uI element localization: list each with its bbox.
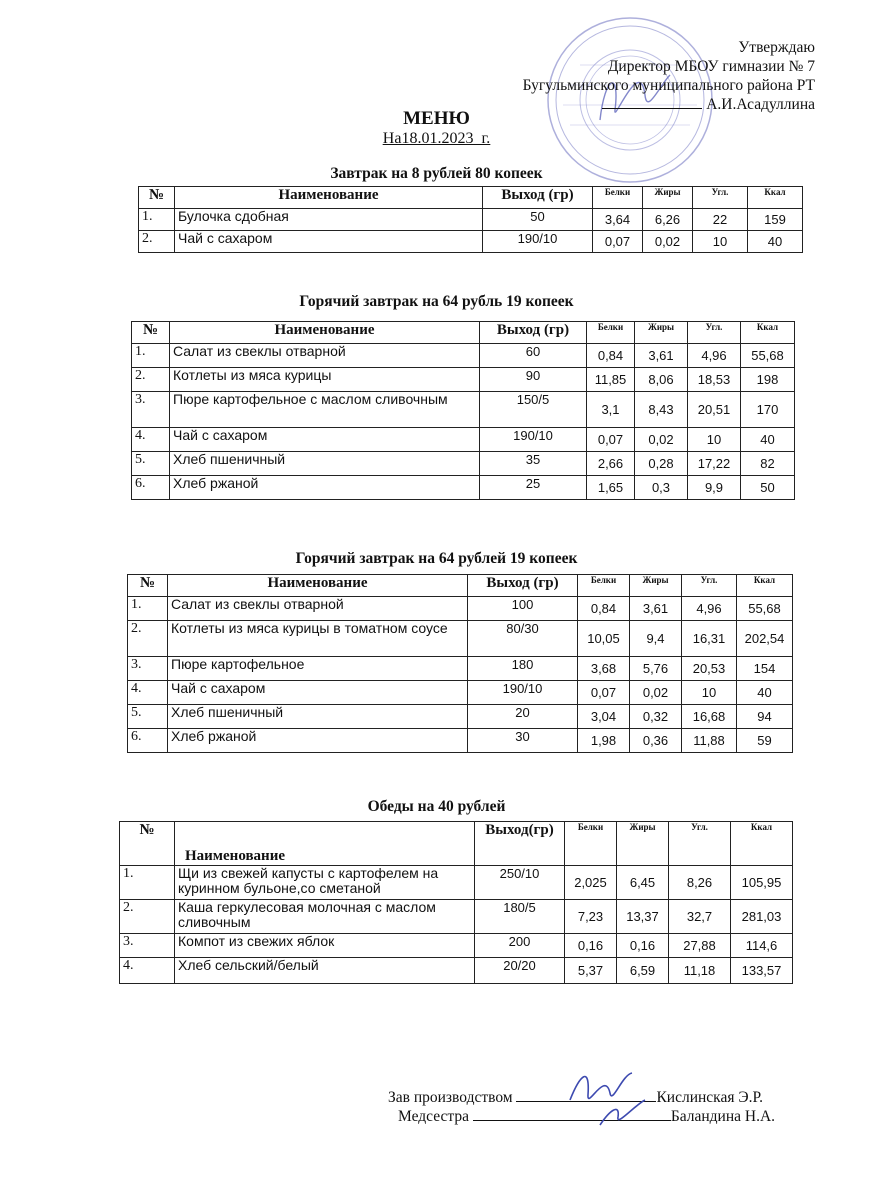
row-number: 3.	[120, 934, 175, 958]
fat-value: 0,02	[630, 681, 682, 705]
protein-value: 10,05	[578, 621, 630, 657]
portion-output: 180	[468, 657, 578, 681]
dish-name: Чай с сахаром	[170, 428, 480, 452]
row-number: 3.	[132, 392, 170, 428]
protein-value: 7,23	[565, 900, 617, 934]
kcal-value: 50	[741, 476, 795, 500]
fat-value: 3,61	[630, 597, 682, 621]
carbs-value: 8,26	[669, 866, 731, 900]
director-name: А.И.Асадуллина	[706, 96, 815, 113]
fat-value: 5,76	[630, 657, 682, 681]
col-kcal-header: Ккал	[748, 187, 803, 209]
fat-value: 8,06	[635, 368, 688, 392]
protein-value: 0,16	[565, 934, 617, 958]
menu-table	[127, 574, 793, 753]
table-row	[120, 866, 793, 900]
dish-name: Щи из свежей капусты с картофелем на куринном бульоне,со сметаной	[175, 866, 475, 900]
kcal-value: 159	[748, 209, 803, 231]
protein-value: 0,07	[578, 681, 630, 705]
table-row	[120, 934, 793, 958]
protein-value: 0,84	[587, 344, 635, 368]
protein-value: 2,025	[565, 866, 617, 900]
table-row	[132, 392, 795, 428]
role-nurse: Медсестра	[398, 1108, 469, 1125]
kcal-value: 114,6	[731, 934, 793, 958]
row-number: 2.	[120, 900, 175, 934]
row-number: 5.	[128, 705, 168, 729]
fat-value: 6,26	[643, 209, 693, 231]
col-name-header: Наименование	[168, 575, 468, 597]
dish-name: Салат из свеклы отварной	[170, 344, 480, 368]
col-number-header: №	[139, 187, 175, 209]
col-kcal-header: Ккал	[741, 322, 795, 344]
director-title: Директор МБОУ гимназии № 7	[607, 58, 815, 75]
kcal-value: 40	[741, 428, 795, 452]
kcal-value: 82	[741, 452, 795, 476]
row-number: 1.	[128, 597, 168, 621]
col-number-header: №	[120, 822, 175, 866]
menu-date: На18.01.2023_г.	[382, 130, 491, 147]
col-carbs-header: Угл.	[688, 322, 741, 344]
row-number: 1.	[132, 344, 170, 368]
protein-value: 3,1	[587, 392, 635, 428]
portion-output: 90	[480, 368, 587, 392]
fat-value: 0,02	[635, 428, 688, 452]
col-fat-header: Жиры	[617, 822, 669, 866]
row-number: 2.	[139, 231, 175, 253]
table-header-row	[120, 822, 793, 866]
col-carbs-header: Угл.	[669, 822, 731, 866]
role-production: Зав производством	[388, 1089, 513, 1106]
fat-value: 0,02	[643, 231, 693, 253]
fat-value: 0,28	[635, 452, 688, 476]
dish-name: Булочка сдобная	[175, 209, 483, 231]
dish-name: Хлеб ржаной	[170, 476, 480, 500]
kcal-value: 154	[737, 657, 793, 681]
portion-output: 200	[475, 934, 565, 958]
col-fat-header: Жиры	[630, 575, 682, 597]
table-row	[128, 597, 793, 621]
carbs-value: 11,88	[682, 729, 737, 753]
protein-value: 1,65	[587, 476, 635, 500]
portion-output: 190/10	[468, 681, 578, 705]
menu-table	[138, 186, 803, 253]
kcal-value: 281,03	[731, 900, 793, 934]
portion-output: 100	[468, 597, 578, 621]
dish-name: Котлеты из мяса курицы	[170, 368, 480, 392]
col-fat-header: Жиры	[635, 322, 688, 344]
dish-name: Чай с сахаром	[175, 231, 483, 253]
table-row	[128, 729, 793, 753]
protein-value: 1,98	[578, 729, 630, 753]
carbs-value: 4,96	[682, 597, 737, 621]
carbs-value: 4,96	[688, 344, 741, 368]
carbs-value: 10	[688, 428, 741, 452]
section-title: Горячий завтрак на 64 рублей 19 копеек	[295, 550, 578, 567]
table-row	[132, 368, 795, 392]
kcal-value: 133,57	[731, 958, 793, 984]
portion-output: 190/10	[480, 428, 587, 452]
portion-output: 250/10	[475, 866, 565, 900]
fat-value: 0,16	[617, 934, 669, 958]
row-number: 1.	[139, 209, 175, 231]
row-number: 6.	[132, 476, 170, 500]
col-output-header: Выход (гр)	[468, 575, 578, 597]
carbs-value: 20,51	[688, 392, 741, 428]
approve-label: Утверждаю	[738, 39, 815, 56]
dish-name: Каша геркулесовая молочная с маслом сливочным	[175, 900, 475, 934]
dish-name: Компот из свежих яблок	[175, 934, 475, 958]
dish-name: Чай с сахаром	[168, 681, 468, 705]
carbs-value: 18,53	[688, 368, 741, 392]
col-protein-header: Белки	[587, 322, 635, 344]
carbs-value: 16,31	[682, 621, 737, 657]
carbs-value: 10	[682, 681, 737, 705]
col-carbs-header: Угл.	[682, 575, 737, 597]
fat-value: 0,32	[630, 705, 682, 729]
table-row	[139, 209, 803, 231]
carbs-value: 10	[693, 231, 748, 253]
table-row	[132, 344, 795, 368]
row-number: 5.	[132, 452, 170, 476]
page-title: МЕНЮ	[403, 108, 470, 129]
col-name-header: Наименование	[175, 187, 483, 209]
kcal-value: 40	[748, 231, 803, 253]
fat-value: 0,36	[630, 729, 682, 753]
portion-output: 190/10	[483, 231, 593, 253]
col-fat-header: Жиры	[643, 187, 693, 209]
district-name: Бугульминского муниципального района РТ	[522, 77, 815, 94]
kcal-value: 198	[741, 368, 795, 392]
protein-value: 0,07	[593, 231, 643, 253]
portion-output: 20	[468, 705, 578, 729]
kcal-value: 105,95	[731, 866, 793, 900]
row-number: 3.	[128, 657, 168, 681]
dish-name: Котлеты из мяса курицы в томатном соусе	[168, 621, 468, 657]
dish-name: Хлеб ржаной	[168, 729, 468, 753]
carbs-value: 22	[693, 209, 748, 231]
menu-table	[131, 321, 795, 500]
protein-value: 0,07	[587, 428, 635, 452]
nurse-name: Баландина Н.А.	[670, 1108, 776, 1125]
dish-name: Хлеб пшеничный	[168, 705, 468, 729]
row-number: 2.	[132, 368, 170, 392]
signature-image	[560, 1055, 670, 1130]
col-kcal-header: Ккал	[737, 575, 793, 597]
table-row	[120, 900, 793, 934]
table-row	[128, 681, 793, 705]
col-kcal-header: Ккал	[731, 822, 793, 866]
col-output-header: Выход(гр)	[475, 822, 565, 866]
col-output-header: Выход (гр)	[480, 322, 587, 344]
fat-value: 3,61	[635, 344, 688, 368]
row-number: 4.	[120, 958, 175, 984]
col-carbs-header: Угл.	[693, 187, 748, 209]
portion-output: 25	[480, 476, 587, 500]
carbs-value: 17,22	[688, 452, 741, 476]
carbs-value: 20,53	[682, 657, 737, 681]
kcal-value: 59	[737, 729, 793, 753]
protein-value: 11,85	[587, 368, 635, 392]
table-header-row	[139, 187, 803, 209]
fat-value: 8,43	[635, 392, 688, 428]
portion-output: 80/30	[468, 621, 578, 657]
col-output-header: Выход (гр)	[483, 187, 593, 209]
protein-value: 5,37	[565, 958, 617, 984]
portion-output: 20/20	[475, 958, 565, 984]
dish-name: Хлеб пшеничный	[170, 452, 480, 476]
menu-table	[119, 821, 793, 984]
table-header-row	[132, 322, 795, 344]
portion-output: 35	[480, 452, 587, 476]
row-number: 1.	[120, 866, 175, 900]
kcal-value: 170	[741, 392, 795, 428]
production-chief-name: Кислинская Э.Р.	[656, 1089, 764, 1106]
portion-output: 50	[483, 209, 593, 231]
col-protein-header: Белки	[578, 575, 630, 597]
kcal-value: 40	[737, 681, 793, 705]
table-row	[128, 705, 793, 729]
col-number-header: №	[132, 322, 170, 344]
dish-name: Пюре картофельное	[168, 657, 468, 681]
table-row	[128, 621, 793, 657]
col-name-header: Наименование	[170, 322, 480, 344]
col-number-header: №	[128, 575, 168, 597]
col-name-header: Наименование	[175, 822, 475, 866]
dish-name: Салат из свеклы отварной	[168, 597, 468, 621]
carbs-value: 11,18	[669, 958, 731, 984]
kcal-value: 55,68	[737, 597, 793, 621]
dish-name: Пюре картофельное с маслом сливочным	[170, 392, 480, 428]
approval-block	[523, 38, 815, 114]
col-protein-header: Белки	[565, 822, 617, 866]
fat-value: 0,3	[635, 476, 688, 500]
carbs-value: 9,9	[688, 476, 741, 500]
fat-value: 13,37	[617, 900, 669, 934]
dish-name: Хлеб сельский/белый	[175, 958, 475, 984]
portion-output: 30	[468, 729, 578, 753]
carbs-value: 16,68	[682, 705, 737, 729]
protein-value: 0,84	[578, 597, 630, 621]
fat-value: 6,59	[617, 958, 669, 984]
carbs-value: 27,88	[669, 934, 731, 958]
table-row	[132, 476, 795, 500]
protein-value: 3,04	[578, 705, 630, 729]
table-row	[132, 428, 795, 452]
table-row	[139, 231, 803, 253]
row-number: 2.	[128, 621, 168, 657]
fat-value: 6,45	[617, 866, 669, 900]
protein-value: 3,64	[593, 209, 643, 231]
portion-output: 150/5	[480, 392, 587, 428]
portion-output: 180/5	[475, 900, 565, 934]
row-number: 4.	[128, 681, 168, 705]
kcal-value: 94	[737, 705, 793, 729]
table-row	[120, 958, 793, 984]
portion-output: 60	[480, 344, 587, 368]
protein-value: 2,66	[587, 452, 635, 476]
section-title: Обеды на 40 рублей	[367, 798, 506, 815]
table-row	[132, 452, 795, 476]
protein-value: 3,68	[578, 657, 630, 681]
table-header-row	[128, 575, 793, 597]
fat-value: 9,4	[630, 621, 682, 657]
table-row	[128, 657, 793, 681]
col-protein-header: Белки	[593, 187, 643, 209]
section-title: Горячий завтрак на 64 рубль 19 копеек	[299, 293, 574, 310]
signature-line	[602, 95, 702, 109]
row-number: 4.	[132, 428, 170, 452]
carbs-value: 32,7	[669, 900, 731, 934]
kcal-value: 202,54	[737, 621, 793, 657]
row-number: 6.	[128, 729, 168, 753]
section-title: Завтрак на 8 рублей 80 копеек	[330, 165, 543, 182]
kcal-value: 55,68	[741, 344, 795, 368]
